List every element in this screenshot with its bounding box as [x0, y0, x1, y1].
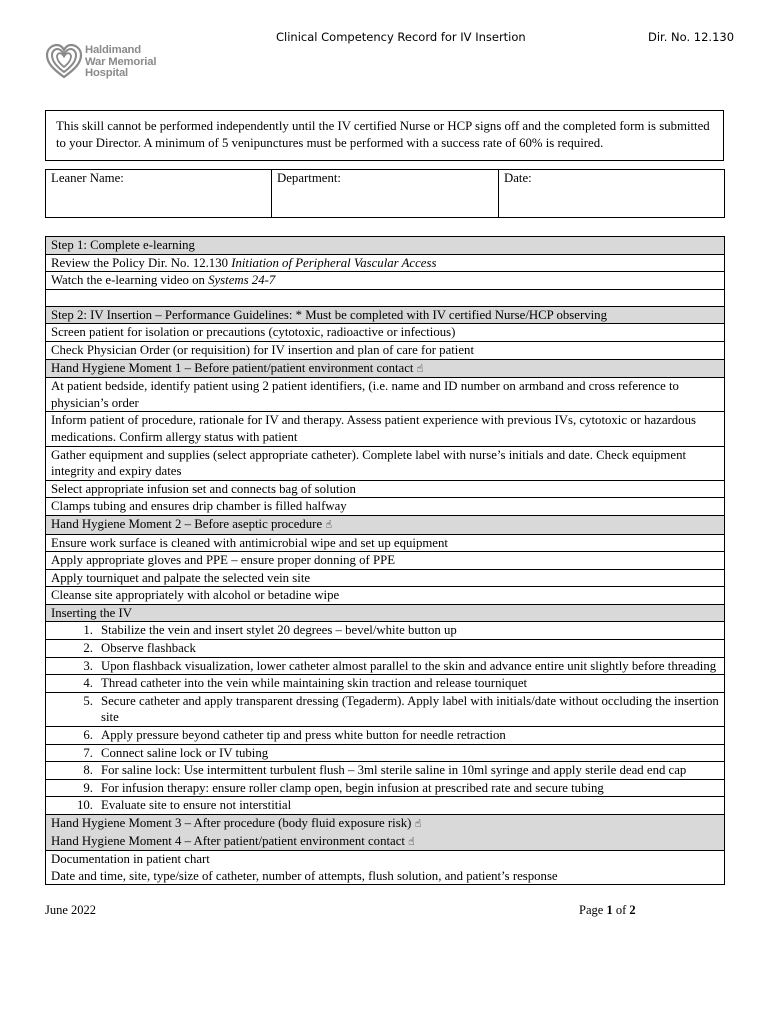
logo-text [85, 45, 156, 80]
hand-icon: ☝ [408, 834, 415, 848]
watch-text: Watch the e-learning video on [51, 273, 209, 288]
step1-heading: Step 1: Complete e-learning [46, 237, 724, 255]
list-item: 3. Upon flashback visualization, lower catheter almost parallel to the skin and advance entire unit slightly before threading [46, 658, 724, 676]
hand-icon: ☝ [414, 817, 422, 830]
cleanse-row: Cleanse site appropriately with alcohol or betadine wipe [46, 587, 724, 605]
list-item: 9. For infusion therapy: ensure roller clamp open, begin infusion at prescribed rate and secure tubing [46, 780, 724, 798]
hand-hygiene-2-row [46, 516, 724, 535]
list-item: 6. Apply pressure beyond catheter tip and press white button for needle retraction [46, 727, 724, 745]
list-item: 8. For saline lock: Use intermittent turbulent flush – 3ml sterile saline in 10ml syringe and apply sterile dead end cap [46, 762, 724, 780]
select-row: Select appropriate infusion set and connects bag of solution [46, 481, 724, 499]
documentation-row [46, 851, 724, 884]
inform-row: Inform patient of procedure, rationale for IV and therapy. Assess patient experience with previous IVs, cytotoxic or hazardous medications. Confirm allergy status with patient [46, 412, 724, 446]
hand-hygiene-1-row [46, 360, 724, 379]
documentation-title: Documentation in patient chart [51, 852, 210, 867]
list-item: 1. Stabilize the vein and insert stylet 20 degrees – bevel/white button up [46, 622, 724, 640]
blank-row [46, 290, 724, 307]
footer-date: June 2022 [45, 903, 97, 917]
list-item: 7. Connect saline lock or IV tubing [46, 745, 724, 763]
page-number: Page 1 of 2 [579, 903, 636, 917]
tourniquet-row: Apply tourniquet and palpate the selected vein site [46, 570, 724, 588]
logo-line-3: Hospital [85, 67, 128, 79]
logo-line-1: Haldimand [85, 44, 141, 56]
department-field[interactable] [272, 170, 499, 217]
video-source: Systems 24-7 [208, 273, 276, 288]
check-row: Check Physician Order (or requisition) for IV insertion and plan of care for patient [46, 342, 724, 360]
hh4-text: Hand Hygiene Moment 4 – After patient/patient environment contact [51, 833, 405, 848]
gloves-row: Apply appropriate gloves and PPE – ensure proper donning of PPE [46, 552, 724, 570]
list-item: 5. Secure catheter and apply transparent dressing (Tegaderm). Apply label with initials/date without occluding the insertion site [46, 693, 724, 727]
screen-row: Screen patient for isolation or precautions (cytotoxic, radioactive or infectious) [46, 324, 724, 342]
policy-title: Initiation of Peripheral Vascular Access [231, 255, 437, 270]
department-label: Department: [277, 171, 341, 185]
logo-mark-icon [45, 44, 83, 80]
learner-info-table [45, 169, 725, 218]
documentation-detail: Date and time, site, type/size of catheter, number of attempts, flush solution, and patient’s response [51, 868, 558, 883]
notice-box: This skill cannot be performed independently until the IV certified Nurse or HCP signs off and the completed form is submitted to your Director. A minimum of 5 venipunctures must be performed with a success rate of 60% is required. [45, 110, 724, 161]
step2-heading: Step 2: IV Insertion – Performance Guidelines: * Must be completed with IV certified Nurse/HCP observing [46, 307, 724, 325]
date-field[interactable] [499, 170, 724, 217]
hand-icon: ☝ [416, 361, 424, 375]
hh1-text: Hand Hygiene Moment 1 – Before patient/patient environment contact [51, 360, 414, 375]
directive-number: Dir. No. 12.130 [648, 30, 735, 44]
step1-review-row [46, 255, 724, 273]
step1-watch-row [46, 272, 724, 290]
ensure-row: Ensure work surface is cleaned with antimicrobial wipe and set up equipment [46, 535, 724, 553]
inserting-heading: Inserting the IV [46, 605, 724, 623]
logo-line-2: War Memorial [85, 55, 157, 68]
hospital-logo [45, 44, 185, 80]
review-text: Review the Policy Dir. No. 12.130 [51, 255, 232, 270]
date-label: Date: [504, 171, 532, 185]
hand-hygiene-3-row [46, 815, 724, 833]
hand-hygiene-4-row [46, 833, 724, 852]
competency-steps-table [45, 236, 725, 885]
identify-row: At patient bedside, identify patient using 2 patient identifiers, (i.e. name and ID number on armband and cross reference to physician’s order [46, 378, 724, 412]
list-item: 2. Observe flashback [46, 640, 724, 658]
hh3-text: Hand Hygiene Moment 3 – After procedure (body fluid exposure risk) [51, 816, 412, 830]
document-title: Clinical Competency Record for IV Insertion [276, 30, 526, 44]
clamps-row: Clamps tubing and ensures drip chamber is filled halfway [46, 498, 724, 516]
hh2-text: Hand Hygiene Moment 2 – Before aseptic procedure [51, 516, 323, 531]
list-item: 10. Evaluate site to ensure not interstitial [46, 797, 724, 815]
gather-row: Gather equipment and supplies (select appropriate catheter). Complete label with nurse’s initials and date. Check equipment integrity and expiry dates [46, 447, 724, 481]
hand-icon: ☝ [325, 517, 333, 531]
list-item: 4. Thread catheter into the vein while maintaining skin traction and release tourniquet [46, 675, 724, 693]
learner-name-label: Leaner Name: [51, 171, 124, 185]
learner-name-field[interactable] [46, 170, 272, 217]
